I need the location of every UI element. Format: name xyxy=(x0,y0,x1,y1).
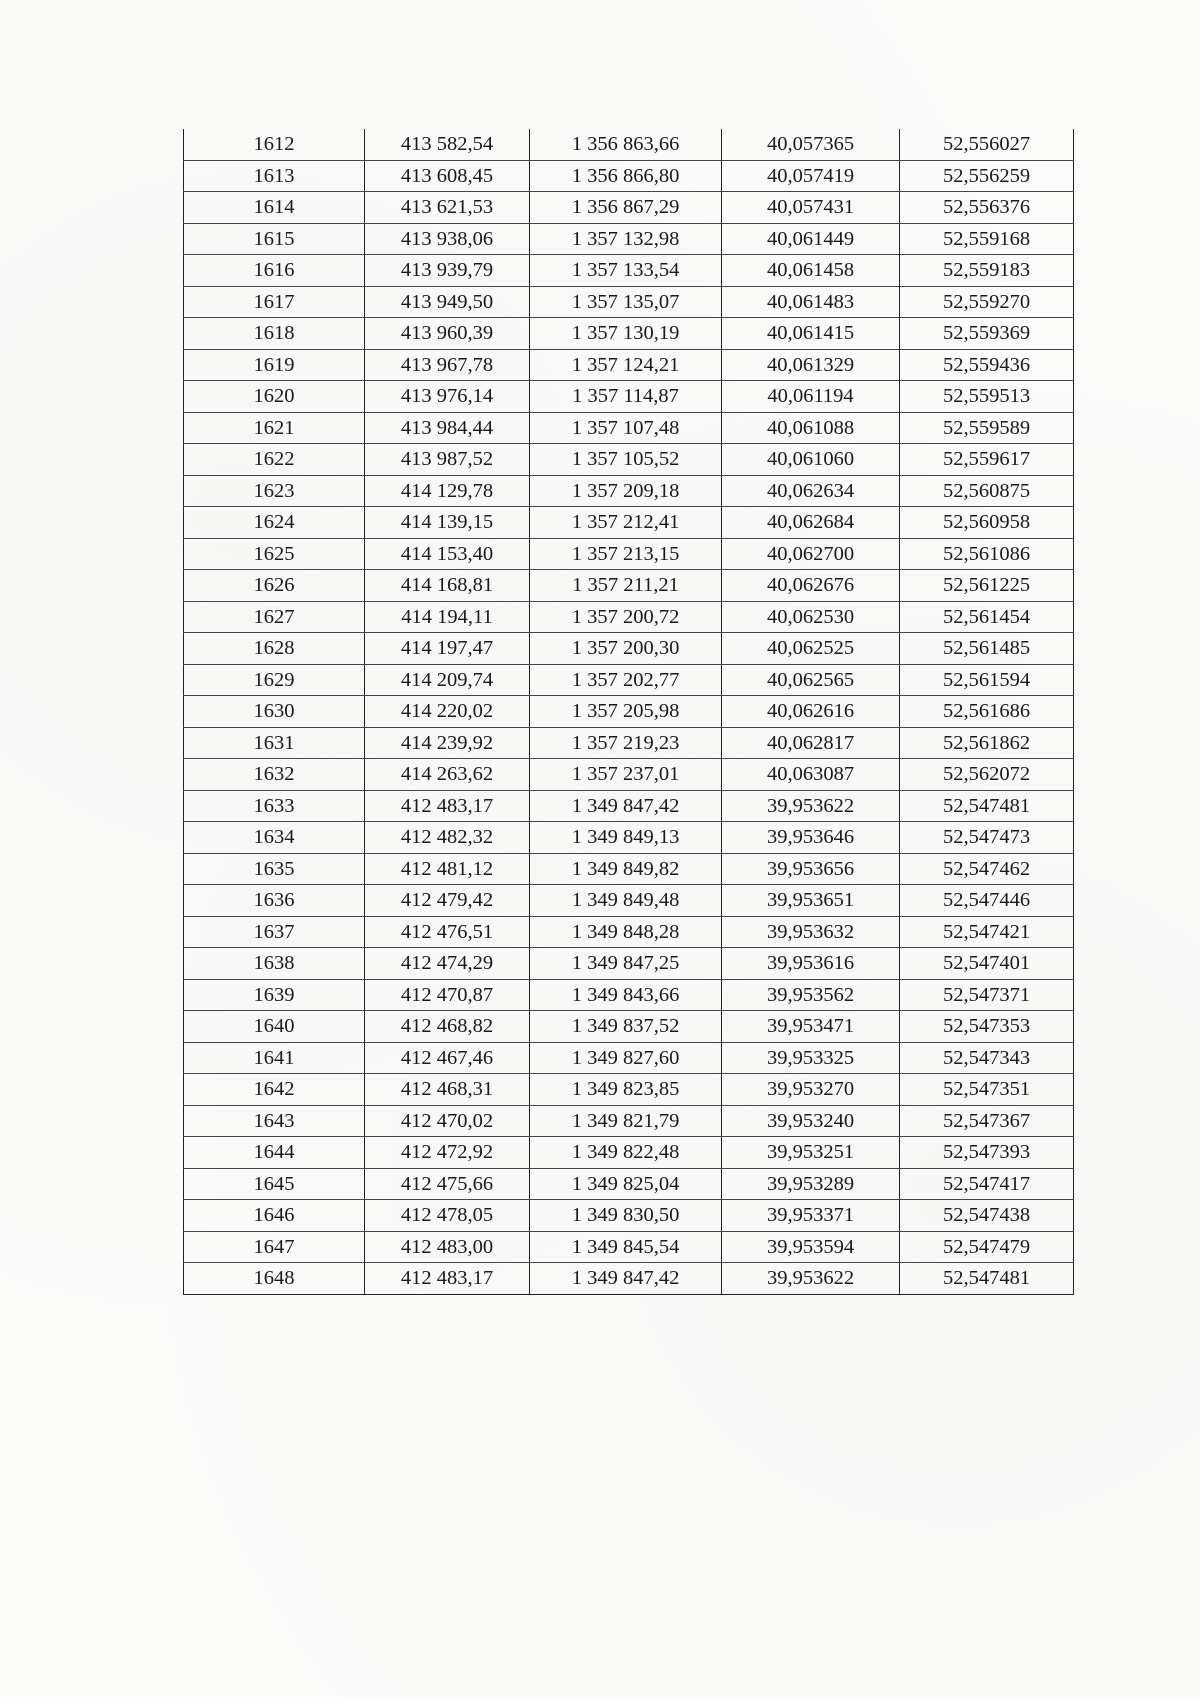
x-coordinate-cell: 412 468,31 xyxy=(365,1074,530,1106)
table-row xyxy=(184,885,1074,917)
longitude-cell: 40,062525 xyxy=(722,633,900,665)
y-coordinate-cell: 1 357 107,48 xyxy=(530,412,722,444)
longitude-cell: 39,953651 xyxy=(722,885,900,917)
y-coordinate-cell: 1 349 823,85 xyxy=(530,1074,722,1106)
longitude-cell: 40,061329 xyxy=(722,349,900,381)
longitude-cell: 39,953289 xyxy=(722,1168,900,1200)
point-number-cell: 1616 xyxy=(184,255,365,287)
table-row xyxy=(184,1137,1074,1169)
y-coordinate-cell: 1 356 863,66 xyxy=(530,129,722,160)
table-row xyxy=(184,1263,1074,1295)
y-coordinate-cell: 1 349 848,28 xyxy=(530,916,722,948)
x-coordinate-cell: 412 478,05 xyxy=(365,1200,530,1232)
latitude-cell: 52,561485 xyxy=(900,633,1074,665)
longitude-cell: 40,062684 xyxy=(722,507,900,539)
y-coordinate-cell: 1 349 847,42 xyxy=(530,790,722,822)
table-row xyxy=(184,1231,1074,1263)
y-coordinate-cell: 1 357 105,52 xyxy=(530,444,722,476)
x-coordinate-cell: 414 153,40 xyxy=(365,538,530,570)
latitude-cell: 52,562072 xyxy=(900,759,1074,791)
y-coordinate-cell: 1 357 213,15 xyxy=(530,538,722,570)
latitude-cell: 52,547393 xyxy=(900,1137,1074,1169)
x-coordinate-cell: 412 483,17 xyxy=(365,1263,530,1295)
point-number-cell: 1642 xyxy=(184,1074,365,1106)
point-number-cell: 1645 xyxy=(184,1168,365,1200)
point-number-cell: 1621 xyxy=(184,412,365,444)
y-coordinate-cell: 1 349 849,82 xyxy=(530,853,722,885)
table-row xyxy=(184,538,1074,570)
coordinates-table xyxy=(183,129,1074,1295)
longitude-cell: 40,061449 xyxy=(722,223,900,255)
x-coordinate-cell: 412 476,51 xyxy=(365,916,530,948)
y-coordinate-cell: 1 357 200,72 xyxy=(530,601,722,633)
latitude-cell: 52,556259 xyxy=(900,160,1074,192)
x-coordinate-cell: 413 976,14 xyxy=(365,381,530,413)
latitude-cell: 52,547371 xyxy=(900,979,1074,1011)
y-coordinate-cell: 1 349 825,04 xyxy=(530,1168,722,1200)
x-coordinate-cell: 414 239,92 xyxy=(365,727,530,759)
point-number-cell: 1630 xyxy=(184,696,365,728)
point-number-cell: 1617 xyxy=(184,286,365,318)
y-coordinate-cell: 1 357 219,23 xyxy=(530,727,722,759)
latitude-cell: 52,547473 xyxy=(900,822,1074,854)
x-coordinate-cell: 414 194,11 xyxy=(365,601,530,633)
table-row xyxy=(184,790,1074,822)
y-coordinate-cell: 1 357 132,98 xyxy=(530,223,722,255)
x-coordinate-cell: 412 470,02 xyxy=(365,1105,530,1137)
point-number-cell: 1614 xyxy=(184,192,365,224)
point-number-cell: 1640 xyxy=(184,1011,365,1043)
latitude-cell: 52,547462 xyxy=(900,853,1074,885)
latitude-cell: 52,559436 xyxy=(900,349,1074,381)
longitude-cell: 40,057431 xyxy=(722,192,900,224)
latitude-cell: 52,547367 xyxy=(900,1105,1074,1137)
latitude-cell: 52,547446 xyxy=(900,885,1074,917)
longitude-cell: 39,953371 xyxy=(722,1200,900,1232)
point-number-cell: 1636 xyxy=(184,885,365,917)
longitude-cell: 39,953325 xyxy=(722,1042,900,1074)
x-coordinate-cell: 412 472,92 xyxy=(365,1137,530,1169)
table-row xyxy=(184,286,1074,318)
y-coordinate-cell: 1 349 821,79 xyxy=(530,1105,722,1137)
table-row xyxy=(184,160,1074,192)
x-coordinate-cell: 412 479,42 xyxy=(365,885,530,917)
point-number-cell: 1624 xyxy=(184,507,365,539)
point-number-cell: 1648 xyxy=(184,1263,365,1295)
point-number-cell: 1634 xyxy=(184,822,365,854)
longitude-cell: 40,061415 xyxy=(722,318,900,350)
latitude-cell: 52,547421 xyxy=(900,916,1074,948)
x-coordinate-cell: 413 949,50 xyxy=(365,286,530,318)
latitude-cell: 52,547343 xyxy=(900,1042,1074,1074)
table-row xyxy=(184,979,1074,1011)
table-row xyxy=(184,349,1074,381)
table-row xyxy=(184,853,1074,885)
longitude-cell: 39,953656 xyxy=(722,853,900,885)
latitude-cell: 52,559270 xyxy=(900,286,1074,318)
table-row xyxy=(184,696,1074,728)
table-row xyxy=(184,664,1074,696)
y-coordinate-cell: 1 357 133,54 xyxy=(530,255,722,287)
coordinates-table-body xyxy=(184,129,1074,1294)
point-number-cell: 1620 xyxy=(184,381,365,413)
latitude-cell: 52,547479 xyxy=(900,1231,1074,1263)
x-coordinate-cell: 413 608,45 xyxy=(365,160,530,192)
longitude-cell: 39,953251 xyxy=(722,1137,900,1169)
table-row xyxy=(184,1074,1074,1106)
longitude-cell: 40,057365 xyxy=(722,129,900,160)
x-coordinate-cell: 414 129,78 xyxy=(365,475,530,507)
x-coordinate-cell: 414 263,62 xyxy=(365,759,530,791)
point-number-cell: 1625 xyxy=(184,538,365,570)
x-coordinate-cell: 414 168,81 xyxy=(365,570,530,602)
latitude-cell: 52,561225 xyxy=(900,570,1074,602)
latitude-cell: 52,561686 xyxy=(900,696,1074,728)
x-coordinate-cell: 413 939,79 xyxy=(365,255,530,287)
y-coordinate-cell: 1 349 837,52 xyxy=(530,1011,722,1043)
point-number-cell: 1644 xyxy=(184,1137,365,1169)
table-row xyxy=(184,1105,1074,1137)
table-row xyxy=(184,318,1074,350)
point-number-cell: 1628 xyxy=(184,633,365,665)
x-coordinate-cell: 413 987,52 xyxy=(365,444,530,476)
table-row xyxy=(184,192,1074,224)
latitude-cell: 52,556027 xyxy=(900,129,1074,160)
latitude-cell: 52,547481 xyxy=(900,790,1074,822)
x-coordinate-cell: 413 967,78 xyxy=(365,349,530,381)
point-number-cell: 1622 xyxy=(184,444,365,476)
longitude-cell: 40,062676 xyxy=(722,570,900,602)
latitude-cell: 52,561086 xyxy=(900,538,1074,570)
y-coordinate-cell: 1 357 114,87 xyxy=(530,381,722,413)
longitude-cell: 40,062634 xyxy=(722,475,900,507)
longitude-cell: 40,057419 xyxy=(722,160,900,192)
point-number-cell: 1646 xyxy=(184,1200,365,1232)
table-row xyxy=(184,223,1074,255)
table-row xyxy=(184,129,1074,160)
x-coordinate-cell: 413 621,53 xyxy=(365,192,530,224)
table-row xyxy=(184,507,1074,539)
point-number-cell: 1613 xyxy=(184,160,365,192)
y-coordinate-cell: 1 357 237,01 xyxy=(530,759,722,791)
x-coordinate-cell: 414 139,15 xyxy=(365,507,530,539)
y-coordinate-cell: 1 357 202,77 xyxy=(530,664,722,696)
point-number-cell: 1615 xyxy=(184,223,365,255)
y-coordinate-cell: 1 357 212,41 xyxy=(530,507,722,539)
y-coordinate-cell: 1 349 847,42 xyxy=(530,1263,722,1295)
y-coordinate-cell: 1 357 200,30 xyxy=(530,633,722,665)
latitude-cell: 52,547417 xyxy=(900,1168,1074,1200)
x-coordinate-cell: 412 468,82 xyxy=(365,1011,530,1043)
table-row xyxy=(184,570,1074,602)
x-coordinate-cell: 412 467,46 xyxy=(365,1042,530,1074)
latitude-cell: 52,560875 xyxy=(900,475,1074,507)
point-number-cell: 1626 xyxy=(184,570,365,602)
x-coordinate-cell: 412 481,12 xyxy=(365,853,530,885)
x-coordinate-cell: 414 197,47 xyxy=(365,633,530,665)
table-row xyxy=(184,601,1074,633)
longitude-cell: 40,062700 xyxy=(722,538,900,570)
latitude-cell: 52,559183 xyxy=(900,255,1074,287)
point-number-cell: 1641 xyxy=(184,1042,365,1074)
table-row xyxy=(184,1011,1074,1043)
x-coordinate-cell: 414 209,74 xyxy=(365,664,530,696)
table-row xyxy=(184,948,1074,980)
latitude-cell: 52,547401 xyxy=(900,948,1074,980)
point-number-cell: 1637 xyxy=(184,916,365,948)
longitude-cell: 40,061060 xyxy=(722,444,900,476)
table-row xyxy=(184,475,1074,507)
point-number-cell: 1627 xyxy=(184,601,365,633)
longitude-cell: 40,062565 xyxy=(722,664,900,696)
point-number-cell: 1629 xyxy=(184,664,365,696)
x-coordinate-cell: 413 984,44 xyxy=(365,412,530,444)
table-row xyxy=(184,759,1074,791)
y-coordinate-cell: 1 349 822,48 xyxy=(530,1137,722,1169)
point-number-cell: 1623 xyxy=(184,475,365,507)
x-coordinate-cell: 412 483,17 xyxy=(365,790,530,822)
latitude-cell: 52,559589 xyxy=(900,412,1074,444)
y-coordinate-cell: 1 357 205,98 xyxy=(530,696,722,728)
longitude-cell: 40,062616 xyxy=(722,696,900,728)
longitude-cell: 39,953471 xyxy=(722,1011,900,1043)
point-number-cell: 1635 xyxy=(184,853,365,885)
y-coordinate-cell: 1 349 830,50 xyxy=(530,1200,722,1232)
longitude-cell: 40,061483 xyxy=(722,286,900,318)
x-coordinate-cell: 412 483,00 xyxy=(365,1231,530,1263)
longitude-cell: 39,953594 xyxy=(722,1231,900,1263)
y-coordinate-cell: 1 349 845,54 xyxy=(530,1231,722,1263)
longitude-cell: 40,061194 xyxy=(722,381,900,413)
table-row xyxy=(184,381,1074,413)
point-number-cell: 1618 xyxy=(184,318,365,350)
y-coordinate-cell: 1 357 211,21 xyxy=(530,570,722,602)
table-row xyxy=(184,633,1074,665)
latitude-cell: 52,561454 xyxy=(900,601,1074,633)
x-coordinate-cell: 413 582,54 xyxy=(365,129,530,160)
latitude-cell: 52,547481 xyxy=(900,1263,1074,1295)
longitude-cell: 39,953622 xyxy=(722,1263,900,1295)
longitude-cell: 39,953646 xyxy=(722,822,900,854)
longitude-cell: 39,953616 xyxy=(722,948,900,980)
latitude-cell: 52,547353 xyxy=(900,1011,1074,1043)
y-coordinate-cell: 1 349 849,48 xyxy=(530,885,722,917)
latitude-cell: 52,559617 xyxy=(900,444,1074,476)
point-number-cell: 1643 xyxy=(184,1105,365,1137)
longitude-cell: 39,953632 xyxy=(722,916,900,948)
y-coordinate-cell: 1 357 124,21 xyxy=(530,349,722,381)
latitude-cell: 52,547438 xyxy=(900,1200,1074,1232)
y-coordinate-cell: 1 349 827,60 xyxy=(530,1042,722,1074)
longitude-cell: 39,953240 xyxy=(722,1105,900,1137)
point-number-cell: 1631 xyxy=(184,727,365,759)
table-row xyxy=(184,1042,1074,1074)
y-coordinate-cell: 1 349 849,13 xyxy=(530,822,722,854)
longitude-cell: 40,062530 xyxy=(722,601,900,633)
y-coordinate-cell: 1 349 847,25 xyxy=(530,948,722,980)
longitude-cell: 39,953562 xyxy=(722,979,900,1011)
latitude-cell: 52,561594 xyxy=(900,664,1074,696)
table-row xyxy=(184,1200,1074,1232)
table-row xyxy=(184,1168,1074,1200)
x-coordinate-cell: 412 470,87 xyxy=(365,979,530,1011)
point-number-cell: 1619 xyxy=(184,349,365,381)
point-number-cell: 1647 xyxy=(184,1231,365,1263)
point-number-cell: 1612 xyxy=(184,129,365,160)
longitude-cell: 40,061088 xyxy=(722,412,900,444)
x-coordinate-cell: 412 474,29 xyxy=(365,948,530,980)
y-coordinate-cell: 1 357 135,07 xyxy=(530,286,722,318)
latitude-cell: 52,559168 xyxy=(900,223,1074,255)
table-row xyxy=(184,916,1074,948)
y-coordinate-cell: 1 356 866,80 xyxy=(530,160,722,192)
table-row xyxy=(184,412,1074,444)
x-coordinate-cell: 412 475,66 xyxy=(365,1168,530,1200)
point-number-cell: 1639 xyxy=(184,979,365,1011)
latitude-cell: 52,547351 xyxy=(900,1074,1074,1106)
longitude-cell: 40,063087 xyxy=(722,759,900,791)
table-row xyxy=(184,822,1074,854)
latitude-cell: 52,560958 xyxy=(900,507,1074,539)
longitude-cell: 40,061458 xyxy=(722,255,900,287)
y-coordinate-cell: 1 357 209,18 xyxy=(530,475,722,507)
longitude-cell: 39,953270 xyxy=(722,1074,900,1106)
x-coordinate-cell: 413 960,39 xyxy=(365,318,530,350)
y-coordinate-cell: 1 349 843,66 xyxy=(530,979,722,1011)
x-coordinate-cell: 414 220,02 xyxy=(365,696,530,728)
point-number-cell: 1632 xyxy=(184,759,365,791)
table-row xyxy=(184,727,1074,759)
longitude-cell: 40,062817 xyxy=(722,727,900,759)
longitude-cell: 39,953622 xyxy=(722,790,900,822)
latitude-cell: 52,556376 xyxy=(900,192,1074,224)
table-row xyxy=(184,444,1074,476)
x-coordinate-cell: 412 482,32 xyxy=(365,822,530,854)
point-number-cell: 1638 xyxy=(184,948,365,980)
latitude-cell: 52,559369 xyxy=(900,318,1074,350)
y-coordinate-cell: 1 356 867,29 xyxy=(530,192,722,224)
point-number-cell: 1633 xyxy=(184,790,365,822)
latitude-cell: 52,561862 xyxy=(900,727,1074,759)
y-coordinate-cell: 1 357 130,19 xyxy=(530,318,722,350)
x-coordinate-cell: 413 938,06 xyxy=(365,223,530,255)
latitude-cell: 52,559513 xyxy=(900,381,1074,413)
table-row xyxy=(184,255,1074,287)
